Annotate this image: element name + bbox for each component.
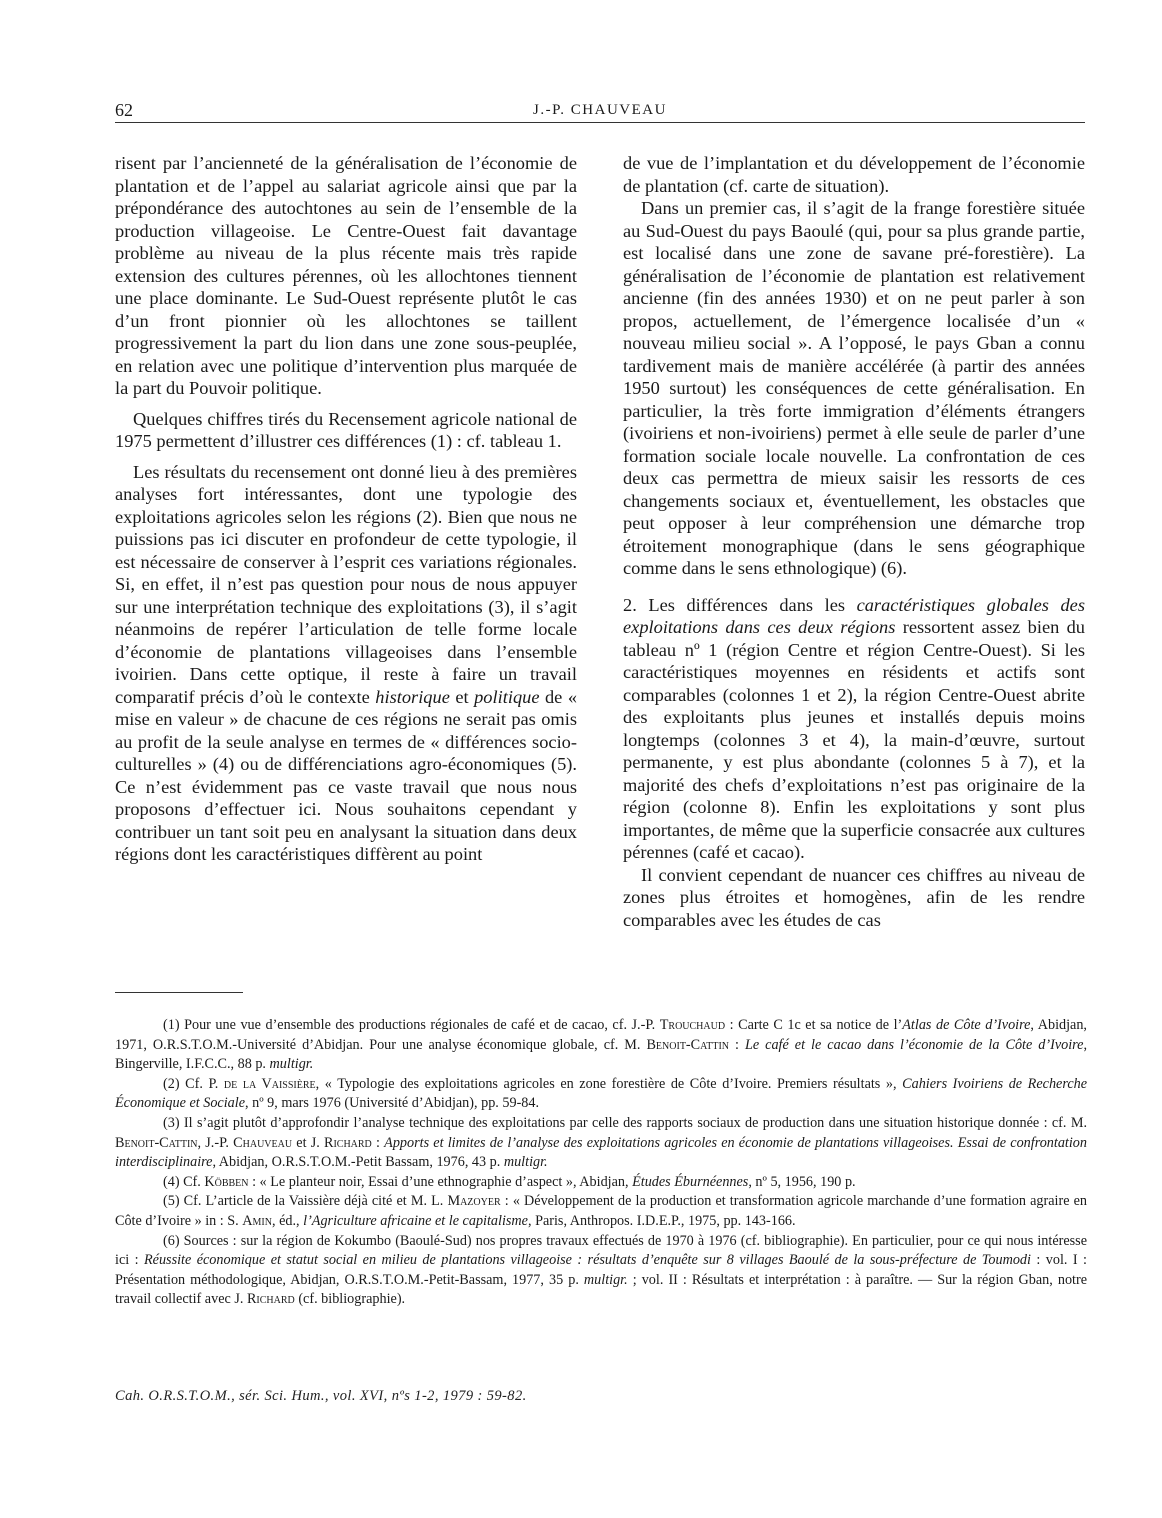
paragraph: Les résultats du recensement ont donné lieu à des premières analyses fort intéressantes, dont une typologie des exploitations agricoles selon les régions (2). Bien que nous ne puissions pas ici discuter en profondeur de cette typologie, il est nécessaire de conserver à l’esprit ces variations régionales. Si, en effet, il n’est pas question pour nous de nous appuyer sur une interprétation technique des exploitations (3), il s’agit néanmoins de repérer l’articulation de telle forme locale d’économie de plantations villageoises dans l’ensemble ivoirien. Dans cette optique, il reste à faire un travail comparatif précis d’où le contexte historique et politique de « mise en valeur » de chacune de ces régions ne serait pas omis au profit de la seule analyse en termes de « différences socio-culturelles » (4) ou de différenciations agro-économiques (5). Ce n’est évidemment pas ce vaste travail que nous nous proposons d’effectuer ici. Nous souhaitons cependant y contribuer un tant soit peu en analysant la situation dans deux régions dont les caractéristiques diffèrent au point [115,461,578,864]
paragraph: Dans un premier cas, il s’agit de la frange forestière située au Sud-Ouest du pays Baoulé (qui, pour sa plus grande partie, est localisé dans une zone de savane pré-forestière). La généralisation de l’économie de plantation est relativement ancienne (fin des années 1930) et on ne peut parler à son propos, actuellement, de l’émergence localisée d’un « nouveau milieu social ». A l’opposé, le pays Gban a connu tardivement mais de manière accélérée (à partir des années 1950 surtout) les conséquences de cette généralisation. En particulier, la très forte immigration d’éléments étrangers (ivoiriens et non-ivoiriens) permet à elle seule de parler d’une formation sociale locale nouvelle. La confrontation de ces deux cas permettra de mieux saisir les ressorts de ces changements sociaux et, éventuellement, les obstacles que peut opposer à leur compréhension une démarche trop étroitement monographique (dans le sens géographique comme dans le sens ethnologique) (6). [623,198,1085,578]
paragraph: risent par l’ancienneté de la généralisation de l’économie de plantation et de l’appel au salariat agricole ainsi que par la prépondérance des autochtones au sein de l’ensemble de la production villageoise. Le Centre-Ouest fait davantage problème au niveau de la plus récente mais très rapide extension des cultures pérennes, où les allochtones tiennent une place dominante. Le Sud-Ouest représente plutôt le cas d’un front pionnier où les allochtones se taillent progressivement la part du lion dans une zone sous-peuplée, en relation avec une politique d’intervention plus marquée de la part du Pouvoir politique. [115,153,577,398]
paragraph: Quelques chiffres tirés du Recensement agricole national de 1975 permettent d’illustrer ces différences (1) : cf. tableau 1. [115,408,577,451]
emphasis: politique [474,686,540,707]
footnote-1: (1) Pour une vue d’ensemble des productions régionales de café et de cacao, cf. J.-P. Trouchaud : Carte C 1c et sa notice de l’Atlas de Côte d’Ivoire, Abidjan, 1971, O.R.S.T.O.M.-Université d’Abidjan. Pour une analyse économique globale, cf. M. Benoit-Cattin : Le café et le cacao dans l’économie de la Côte d’Ivoire, Bingerville, I.F.C.C., 88 p. multigr. [115,1017,1087,1073]
emphasis: caractéristiques globales des exploitations dans ces deux régions [623,594,1086,637]
left-column [115,152,577,866]
page-number: 62 [115,100,133,120]
footnotes [115,1016,1087,1310]
footnote-2: (2) Cf. P. de la Vaissière, « Typologie des exploitations agricoles en zone forestière de Côte d’Ivoire. Premiers résultats », Cahiers Ivoiriens de Recherche Économique et Sociale, nº 9, mars 1976 (Université d’Abidjan), pp. 59-84. [115,1075,1088,1112]
journal-citation-footer: Cah. O.R.S.T.O.M., sér. Sci. Hum., vol. XVI, nºs 1-2, 1979 : 59-82. [115,1388,527,1404]
paragraph: Il convient cependant de nuancer ces chiffres au niveau de zones plus étroites et homogènes, afin de les rendre comparables avec les études de cas [623,864,1085,930]
footnote-4: (4) Cf. Köbben : « Le planteur noir, Essai d’une ethnographie d’aspect », Abidjan, Études Éburnéennes, nº 5, 1956, 190 p. [163,1173,856,1190]
section-paragraph: 2. Les différences dans les caractéristiques globales des exploitations dans ces deux régions ressortent assez bien du tableau nº 1 (région Centre et région Centre-Ouest). Si les caractéristiques moyennes en résidents et actifs sont comparables (colonnes 1 et 2), la région Centre-Ouest abrite des exploitants plus jeunes et installés depuis moins longtemps (colonnes 3 et 4), la main-d’œuvre, surtout permanente, y est plus abondante (colonnes 5 à 7), et la majorité des chefs d’exploitations n’est pas originaire de la région (colonne 8). Enfin les exploitations y sont plus importantes, de même que la superficie consacrée aux cultures pérennes (café et cacao). [623,594,1086,862]
footnote-divider [115,992,243,993]
running-header [115,100,1085,123]
running-header-author: J.-P. CHAUVEAU [533,102,667,118]
right-column [623,152,1085,931]
footnote-6: (6) Sources : sur la région de Kokumbo (Baoulé-Sud) nos propres travaux effectués de 1970 à 1976 (cf. bibliographie). En particulier, pour ce qui nous intéresse ici : Réussite économique et statut social en milieu de plantations villageoise : résultats d’enquête sur 8 villages Baoulé de la sous-préfecture de Toumodi : vol. I : Présentation méthodologique, Abidjan, O.R.S.T.O.M.-Petit-Bassam, 1977, 35 p. multigr. ; vol. II : Résultats et interprétation : à paraître. — Sur la région Gban, notre travail collectif avec J. Richard (cf. bibliographie). [115,1232,1087,1308]
footnote-3: (3) Il s’agit plutôt d’approfondir l’analyse technique des exploitations par celle des rapports sociaux de production dans une situation historique donnée : cf. M. Benoit-Cattin, J.-P. Chauveau et J. Richard : Apports et limites de l’analyse des exploitations agricoles en économie de plantations villageoises. Essai de confrontation interdisciplinaire, Abidjan, O.R.S.T.O.M.-Petit Bassam, 1976, 43 p. multigr. [115,1114,1087,1171]
paragraph: de vue de l’implantation et du développement de l’économie de plantation (cf. carte de situation). [623,153,1085,196]
footnote-5: (5) Cf. L’article de la Vaissière déjà cité et M. L. Mazoyer : « Développement de la production et transformation agricole marchande d’une formation agraire en Côte d’Ivoire » in : S. Amin, éd., l’Agriculture africaine et le capitalisme, Paris, Anthropos. I.D.E.P., 1975, pp. 143-166. [115,1193,1087,1229]
emphasis: historique [375,686,450,707]
